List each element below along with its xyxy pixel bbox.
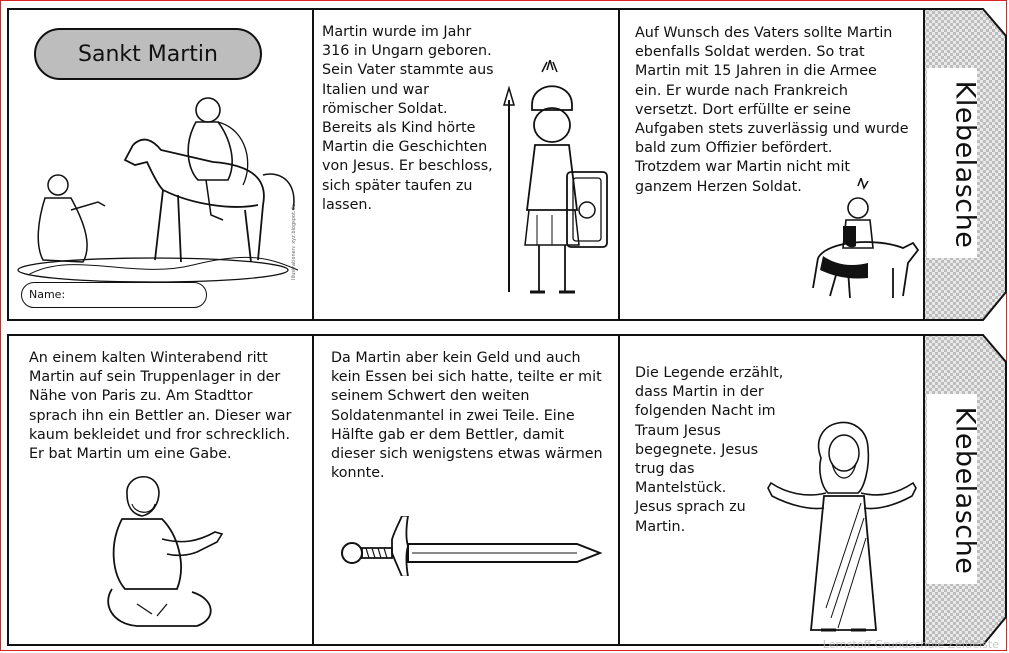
panel-beggar-text: An einem kalten Winterabend ritt Martin auf sein Truppenlager in der Nähe von Paris zu. Am Stadttor sprach ihn ein Bettler an. Dieser war kaum bekleidet und fror schrecklich. Er bat Martin um eine Gabe. bbox=[29, 350, 292, 463]
page-title: Sankt Martin bbox=[34, 28, 262, 80]
panel-soldier bbox=[618, 8, 925, 321]
glue-tab-label-top: Klebelasche bbox=[949, 80, 981, 249]
knight-on-horse-illustration bbox=[808, 178, 920, 308]
row-bottom bbox=[7, 334, 1007, 646]
panel-sharing-text: Da Martin aber kein Geld und auch kein Essen bei sich hatte, teilte er mit seinem Schwert den weiten Soldatenmantel in zwei Teile. Eine Hälfte gab er dem Bettler, damit dieser sich wenigstens etwas wärmen konnte. bbox=[331, 350, 603, 482]
name-field[interactable] bbox=[21, 282, 207, 308]
beggar-illustration bbox=[97, 464, 227, 636]
sword-illustration bbox=[332, 516, 602, 576]
panel-dream-text: Die Legende erzählt, dass Martin in der folgenden Nacht im Traum Jesus begegnete. Jesus trug das Mantelstück. Jesus sprach zu Martin. bbox=[635, 365, 784, 535]
row-top bbox=[7, 8, 1007, 321]
panel-soldier-text: Auf Wunsch des Vaters sollte Martin ebenfalls Soldat werden. So trat Martin mit 15 Jahren in die Armee ein. Er wurde nach Frankreich versetzt. Dort erfüllte er seine Aufgaben stets zuverlässig und wurde bald zum Offizier befördert. Trotzdem war Martin nicht mit ganzem Herzen Soldat. bbox=[635, 25, 909, 195]
watermark: Lernstoff Grundschule Zeitleiste bbox=[822, 638, 999, 651]
panel-title bbox=[7, 8, 314, 321]
illustrator-credit: Illustrationen: xyz.blogspot.de bbox=[291, 204, 297, 280]
glue-tab-bottom bbox=[923, 334, 1007, 646]
panel-birth-text: Martin wurde im Jahr 316 in Ungarn geboren. Sein Vater stammte aus Italien und war römischer Soldat. Bereits als Kind hörte Martin die Geschichten von Jesus. Er beschloss, sich später taufen zu lassen. bbox=[322, 24, 494, 213]
panel-dream bbox=[618, 334, 925, 646]
glue-tab-top bbox=[923, 8, 1007, 321]
panel-sharing bbox=[312, 334, 620, 646]
roman-soldier-illustration bbox=[497, 60, 612, 310]
panel-beggar bbox=[7, 334, 314, 646]
name-label: Name: bbox=[29, 288, 66, 301]
martin-on-horse-illustration bbox=[13, 70, 308, 285]
glue-tab-label-bottom: Klebelasche bbox=[949, 406, 981, 574]
panel-birth bbox=[312, 8, 620, 321]
jesus-illustration bbox=[766, 408, 918, 638]
